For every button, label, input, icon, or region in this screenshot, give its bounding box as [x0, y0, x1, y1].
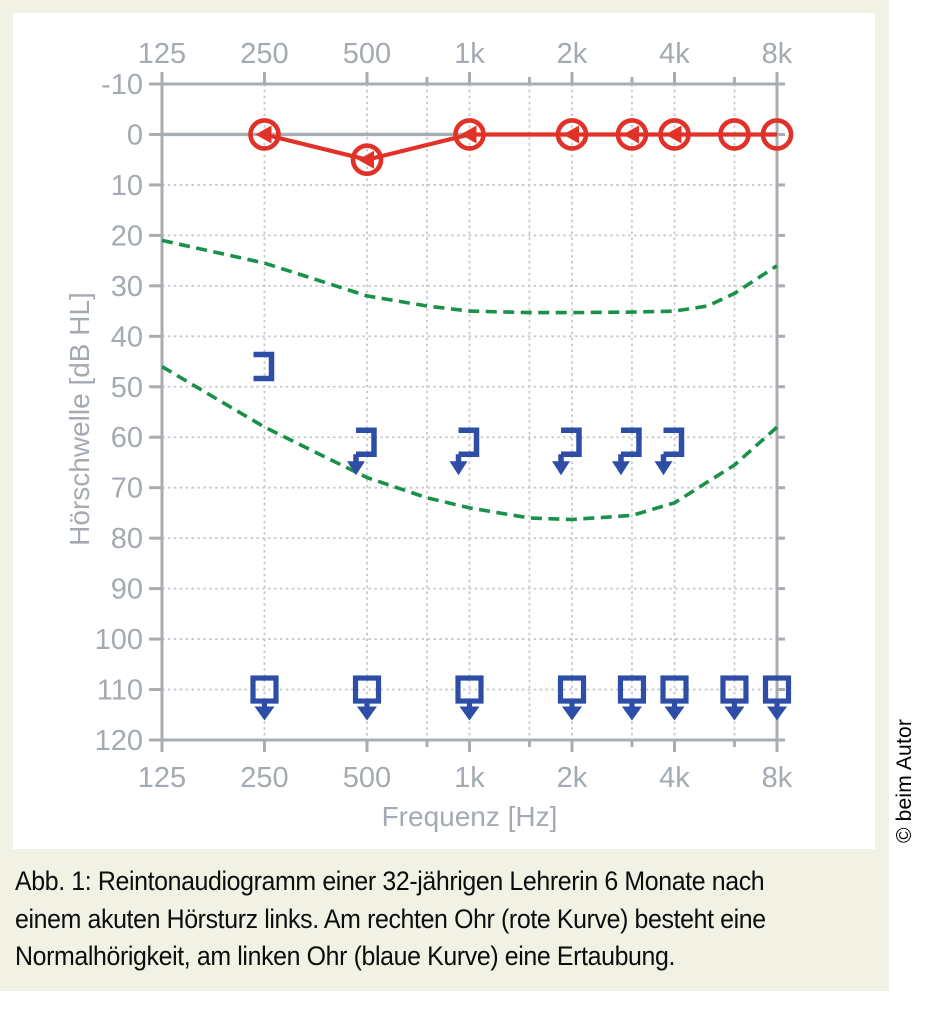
- y-tick-label: 80: [110, 523, 143, 556]
- y-tick-label: 110: [96, 674, 143, 707]
- y-tick-label: 60: [110, 422, 143, 455]
- x-tick-label-top: 250: [240, 38, 289, 70]
- x-tick-label-top: 125: [137, 38, 187, 70]
- copyright-credit: © beim Autor: [893, 718, 916, 844]
- right-ear-air-conduction-line: [265, 135, 778, 160]
- left-ear-square-marker: [723, 678, 746, 721]
- y-tick-label: 50: [110, 371, 143, 404]
- y-tick-label: 20: [110, 220, 143, 253]
- x-tick-label-bottom: 500: [342, 762, 392, 794]
- y-axis-title: Hörschwelle [dB HL]: [64, 292, 95, 546]
- x-tick-label-top: 1k: [454, 38, 485, 70]
- caption-line-1: Abb. 1: Reintonaudiogramm einer 32-jährigen Lehrerin 6 Monate nach: [15, 866, 765, 896]
- left-ear-square-marker: [458, 678, 481, 721]
- y-tick-label: 90: [110, 573, 143, 606]
- left-ear-bracket-marker: [254, 355, 272, 379]
- y-tick-label: -10: [101, 69, 143, 101]
- x-tick-label-top: 500: [342, 38, 392, 70]
- left-ear-square-no-response: [253, 678, 789, 721]
- audiogram-card: [13, 13, 875, 849]
- left-ear-square-marker: [253, 678, 276, 721]
- axis-ticks: [149, 72, 785, 752]
- y-tick-label: 30: [110, 270, 143, 303]
- x-tick-label-bottom: 4k: [659, 762, 690, 794]
- x-tick-label-top: 4k: [659, 38, 690, 70]
- left-ear-square-marker: [663, 678, 686, 721]
- caption-line-3: Normalhörigkeit, am linken Ohr (blaue Kurve) eine Ertaubung.: [15, 941, 676, 971]
- y-tick-label: 120: [94, 725, 143, 757]
- x-tick-label-top: 8k: [761, 38, 793, 70]
- reference-dashed-lower: [162, 367, 777, 520]
- x-tick-label-bottom: 125: [137, 762, 187, 794]
- y-tick-label: 40: [110, 321, 143, 354]
- grid-lines: [162, 84, 777, 740]
- x-tick-label-bottom: 1k: [454, 762, 485, 794]
- y-tick-label: 10: [110, 169, 143, 202]
- x-tick-label-bottom: 2k: [556, 762, 588, 794]
- left-ear-square-marker: [356, 678, 379, 721]
- y-tick-label: 100: [94, 624, 143, 657]
- left-ear-square-marker: [561, 678, 584, 721]
- x-tick-label-bottom: 250: [240, 762, 289, 794]
- y-tick-label: 0: [126, 119, 143, 152]
- x-axis-title: Frequenz [Hz]: [381, 801, 558, 832]
- caption-line-2: einem akuten Hörsturz links. Am rechten Ohr (rote Kurve) besteht eine: [15, 903, 766, 934]
- figure-caption: [15, 863, 861, 976]
- left-ear-square-marker: [620, 678, 643, 721]
- left-ear-bracket-no-response: [254, 355, 682, 476]
- x-tick-label-top: 2k: [556, 38, 588, 70]
- x-tick-label-bottom: 8k: [761, 762, 793, 794]
- y-tick-label: 70: [110, 472, 143, 505]
- axis-frame: [162, 84, 777, 740]
- right-ear-air-conduction: [251, 120, 792, 173]
- audiogram-chart: [13, 13, 875, 849]
